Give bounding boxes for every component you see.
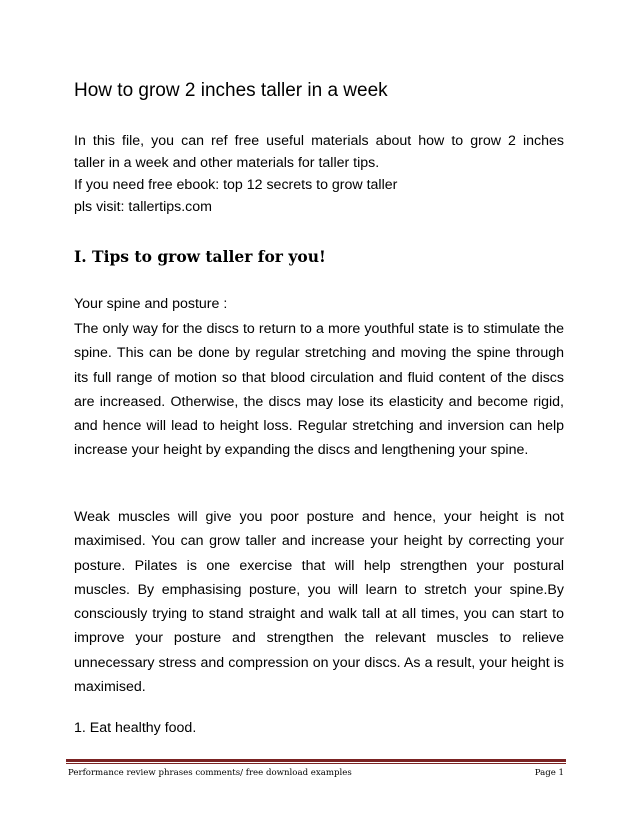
intro-line: pls visit: tallertips.com: [74, 199, 212, 215]
footer-rule-thin: [66, 763, 566, 764]
page-number: Page 1: [534, 768, 564, 778]
list-item: 1. Eat healthy food.: [74, 720, 197, 736]
footer-rule: [66, 759, 566, 762]
body-paragraph: The only way for the discs to return to a more youthful state is to stimulate the spine. This can be done by regular stretching and moving the spine through its full range of motion so that blood circulation and fluid content of the discs are increased. Otherwise, the discs may lose its elasticity and become rigid, and hence will lead to height loss. Regular stretching and inversion can help increase your height by expanding the discs and lengthening your spine.: [74, 321, 564, 459]
document-title: How to grow 2 inches taller in a week: [74, 80, 388, 101]
body-paragraph: Weak muscles will give you poor posture and hence, your height is not maximised. You can grow taller and increase your height by correcting your posture. Pilates is one exercise that will help strengthen your postural muscles. By emphasising posture, you will learn to stretch your spine.By consciously trying to stand straight and walk tall at all times, you can start to improve your posture and strengthen the relevant muscles to relieve unnecessary stress and compression on your discs. As a result, your height is maximised.: [74, 509, 564, 696]
footer-text: Performance review phrases comments/ free download examples: [68, 768, 352, 778]
intro-line: taller in a week and other materials for taller tips.: [74, 155, 380, 171]
intro-line: If you need free ebook: top 12 secrets to grow taller: [74, 177, 398, 193]
section-heading: I. Tips to grow taller for you!: [74, 247, 326, 266]
subheading: Your spine and posture :: [74, 296, 228, 312]
intro-line: In this file, you can ref free useful materials about how to grow 2 inches: [74, 133, 564, 149]
intro-block: [74, 130, 564, 218]
